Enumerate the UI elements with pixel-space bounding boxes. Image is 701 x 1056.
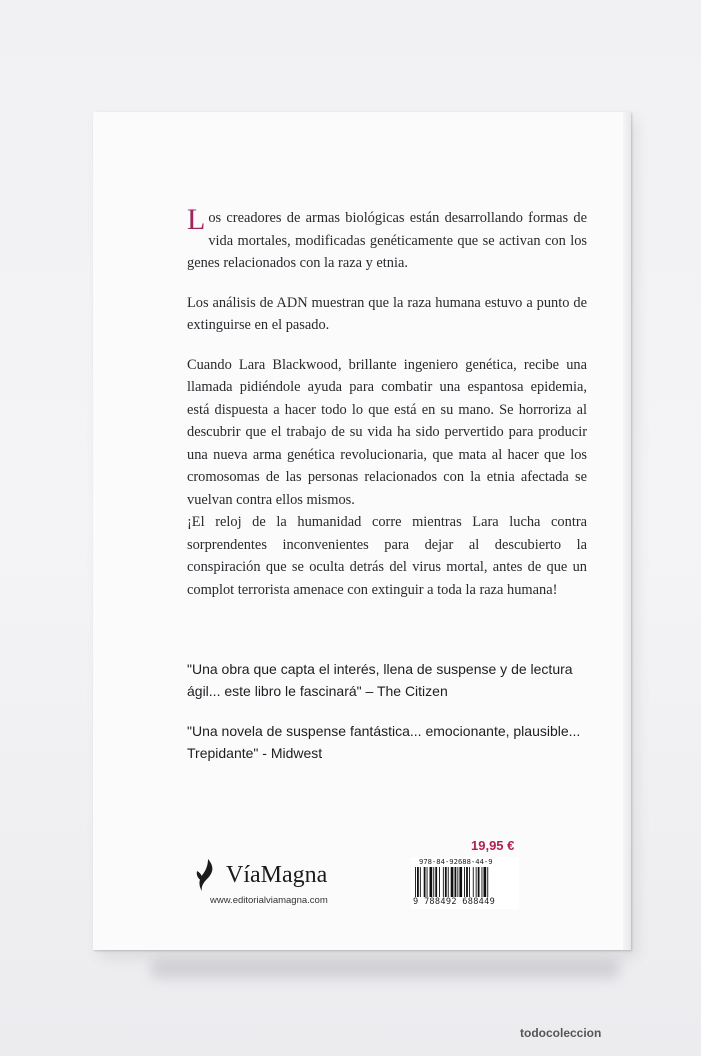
barcode-bar (487, 867, 488, 897)
barcode-bar (482, 867, 483, 897)
barcode-bar (478, 867, 480, 897)
barcode-bar (469, 867, 470, 897)
book-shadow (150, 960, 620, 978)
synopsis-paragraph-1-text: os creadores de armas biológicas están desarrollando formas de vida mortales, modificadas genéticamente que se activan con los genes relacionados con la raza y etnia. (187, 210, 587, 271)
barcode-bar (464, 867, 465, 897)
barcode-bar (457, 867, 458, 897)
barcode-bar (417, 867, 419, 897)
barcode-bar (443, 867, 444, 897)
barcode-bar (473, 867, 474, 897)
barcode-bar (430, 867, 433, 897)
book-back-cover (93, 112, 631, 950)
synopsis-paragraph-1 (187, 203, 587, 275)
barcode-bar (439, 867, 440, 897)
barcode-bar (435, 867, 437, 897)
barcode-bar (459, 867, 462, 897)
isbn-barcode (411, 857, 519, 909)
synopsis-paragraph-2: Los análisis de ADN muestran que la raza humana estuvo a punto de extinguirse en el pasado. (187, 294, 587, 333)
synopsis-paragraph-4: ¡El reloj de la humanidad corre mientras Lara lucha contra sorprendentes inconvenientes para dejar al descubierto la conspiración que se oculta detrás del virus mortal, antes de que un complot terrorista amenace con extinguir a toda la raza humana! (187, 514, 587, 598)
ean-number: 9 788492 688449 (413, 897, 496, 907)
barcode-bar (484, 867, 487, 897)
leaf-logo-icon (193, 857, 223, 893)
barcode-bar (415, 867, 416, 897)
quote-source: - Midwest (258, 745, 323, 761)
barcode-bars (415, 867, 515, 897)
quote-text: "Una obra que capta el interés, llena de suspense y de lectura ágil... este libro le fascinará" (187, 661, 573, 699)
watermark-text: todocoleccion (520, 1026, 602, 1040)
barcode-bar (455, 867, 457, 897)
review-quotes (187, 658, 607, 782)
barcode-bar (451, 867, 454, 897)
barcode-bar (433, 867, 434, 897)
barcode-bar (420, 867, 421, 897)
page-edge (623, 112, 631, 950)
publisher-url: www.editorialviamagna.com (210, 895, 328, 906)
synopsis-paragraph-3: Cuando Lara Blackwood, brillante ingeniero genética, recibe una llamada pidiéndole ayuda para combatir una espantosa epidemia, está dispuesta a hacer todo lo que está en su mano. Se horroriza al descubrir que el trabajo de su vida ha sido pervertido para producir una nueva arma genética revolucionaria, que mata al hacer que los cromosomas de las personas relacionados con la etnia afectada se vuelvan contra ellos mismos. (187, 356, 587, 508)
quote-text: "Una novela de suspense fantástica... emocionante, plausible... Trepidante" (187, 723, 581, 761)
publisher-logo (188, 847, 388, 917)
barcode-bar (445, 867, 447, 897)
barcode-bar (424, 867, 426, 897)
quote-source: – The Citizen (361, 683, 448, 699)
publisher-name: VíaMagna (226, 862, 328, 888)
barcode-bar (448, 867, 449, 897)
review-quote (187, 720, 607, 764)
drop-cap: L (187, 203, 206, 236)
review-quote (187, 658, 607, 702)
price-label: 19,95 € (471, 838, 515, 853)
barcode-bar (476, 867, 477, 897)
barcode-bar (427, 867, 428, 897)
isbn-number: 978-84-92688-44-9 (419, 857, 493, 866)
barcode-bar (466, 867, 468, 897)
synopsis (187, 203, 587, 601)
